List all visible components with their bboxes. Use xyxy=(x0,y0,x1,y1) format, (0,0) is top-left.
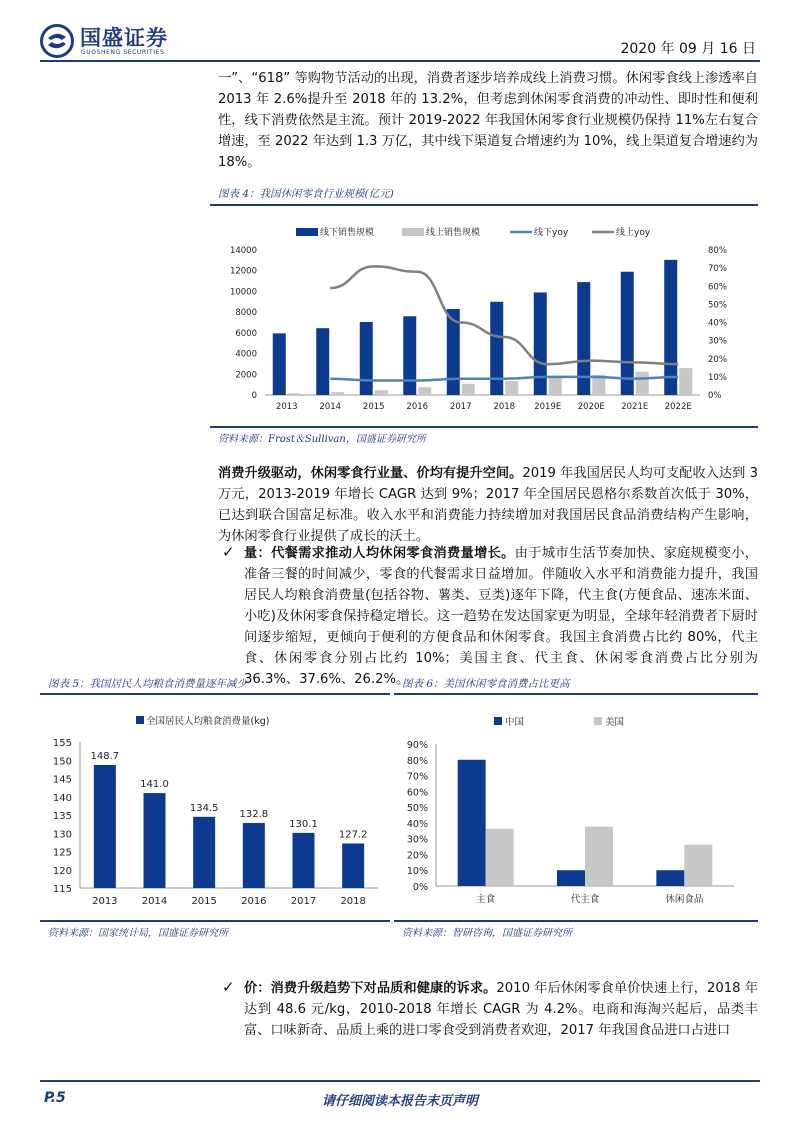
logo-subtitle: GUOSHENG SECURITIES xyxy=(81,49,165,56)
legend-label: 中国 xyxy=(505,717,525,728)
x-tick-label: 2018 xyxy=(340,896,366,907)
legend-label: 线上yoy xyxy=(616,228,651,238)
bar-grain-consumption xyxy=(94,765,116,888)
bar-us xyxy=(486,829,514,886)
fig4-bottom-rule xyxy=(210,426,758,428)
legend-label: 美国 xyxy=(605,717,625,728)
data-label: 130.1 xyxy=(289,818,318,830)
y-tick-label-left: 12000 xyxy=(229,266,257,277)
y-tick-label: 60% xyxy=(406,787,428,799)
bar-us xyxy=(684,845,712,886)
bar-online xyxy=(462,384,475,395)
fig5-top-rule xyxy=(40,693,390,695)
y-tick-label: 80% xyxy=(406,755,428,767)
y-tick-label-left: 10000 xyxy=(229,287,257,298)
y-tick-label: 30% xyxy=(406,834,428,846)
y-tick-label: 125 xyxy=(52,847,72,859)
x-tick-label: 2014 xyxy=(319,402,342,412)
x-tick-label: 2017 xyxy=(290,896,317,907)
y-tick-label-right: 10% xyxy=(708,372,727,383)
y-tick-label-right: 60% xyxy=(708,282,727,293)
fig6-bottom-rule xyxy=(394,920,758,922)
bar-offline xyxy=(534,292,547,395)
x-tick-label: 2014 xyxy=(141,896,168,907)
y-tick-label-right: 0% xyxy=(708,391,722,401)
x-tick-label: 2020E xyxy=(577,402,605,412)
legend-swatch xyxy=(136,716,144,724)
fig6-title: 图表 6：美国休闲零食消费占比更高 xyxy=(402,678,570,690)
legend-label: 线下yoy xyxy=(534,228,569,238)
logo xyxy=(40,22,190,58)
report-date: 2020 年 09 月 16 日 xyxy=(620,41,756,57)
legend-swatch xyxy=(402,228,424,236)
legend-swatch xyxy=(494,717,502,725)
x-tick-label: 2019E xyxy=(534,402,562,412)
bar-us xyxy=(585,827,613,886)
y-tick-label: 10% xyxy=(406,866,428,878)
x-tick-label: 2013 xyxy=(275,402,298,412)
y-tick-label: 120 xyxy=(52,865,72,877)
bar-online xyxy=(549,377,562,395)
y-tick-label: 150 xyxy=(52,756,72,768)
paragraph-lead: 消费升级驱动，休闲零食行业量、价均有提升空间。 xyxy=(218,466,523,481)
fig4-chart xyxy=(210,210,758,424)
x-tick-label: 2021E xyxy=(621,402,649,412)
y-tick-label-right: 30% xyxy=(708,336,727,347)
data-label: 134.5 xyxy=(189,802,219,814)
fig6-chart xyxy=(394,700,758,916)
bar-china xyxy=(656,870,684,886)
bar-online xyxy=(375,390,388,395)
bar-offline xyxy=(621,272,634,395)
bullet-volume xyxy=(244,543,758,690)
fig5-source: 资料来源：国家统计局，国盛证券研究所 xyxy=(48,928,228,939)
fig4-top-rule xyxy=(210,204,758,206)
y-tick-label-right: 20% xyxy=(708,354,727,365)
bullet-price-lead: 价：消费升级趋势下对品质和健康的诉求。 xyxy=(244,981,497,996)
x-tick-label: 2016 xyxy=(406,402,429,412)
bar-online xyxy=(288,393,301,395)
bar-online xyxy=(331,392,344,395)
y-tick-label-left: 2000 xyxy=(235,370,257,381)
y-tick-label-right: 70% xyxy=(708,264,727,275)
bullet-price xyxy=(244,978,758,1041)
y-tick-label-right: 40% xyxy=(708,318,727,329)
y-tick-label: 135 xyxy=(52,811,72,822)
y-tick-label: 130 xyxy=(52,829,72,841)
x-tick-label: 2013 xyxy=(92,896,118,907)
y-tick-label-left: 4000 xyxy=(235,349,257,360)
bar-online xyxy=(679,368,692,395)
y-tick-label-left: 8000 xyxy=(235,308,257,319)
fig4-title: 图表 4：我国休闲零食行业规模(亿元) xyxy=(218,188,394,200)
bar-grain-consumption xyxy=(144,793,166,888)
bar-offline xyxy=(664,260,677,395)
y-tick-label-right: 50% xyxy=(708,300,727,311)
bar-offline xyxy=(273,333,286,395)
x-tick-label: 2015 xyxy=(362,402,385,412)
y-tick-label: 145 xyxy=(52,774,72,786)
x-tick-label: 2015 xyxy=(191,896,217,907)
legend-label: 全国居民人均粮食消费量(kg) xyxy=(146,716,270,727)
legend-swatch xyxy=(296,228,318,236)
y-tick-label-left: 6000 xyxy=(235,328,257,339)
data-label: 127.2 xyxy=(338,829,368,841)
y-tick-label: 40% xyxy=(406,818,428,830)
y-tick-label-right: 80% xyxy=(708,246,727,256)
bullet-price-body: 2010 年后休闲零食单价快速上行，2018 年达到 48.6 元/kg，2010-2018 年增长 CAGR 为 4.2%。电商和海淘兴起后，品类丰富、口味新奇、品质上乘的进口零食受到消费者欢迎，2017 年我国食品进口占进口 xyxy=(244,981,758,1038)
x-tick-label: 2022E xyxy=(664,402,692,412)
intro-paragraph: 一”、“618” 等购物节活动的出现，消费者逐步培养成线上消费习惯。休闲零食线上渗透率自 2013 年 2.6%提升至 2018 年的 13.2%，但考虑到休闲零食消费的冲动性、即时性和便利性，线下消费依然是主流。预计 2019-2022 年我国休闲零食行业规模仍保持 11%左右复合增速，至 2022 年达到 1.3 万亿，其中线下渠道复合增速约为 10%，线上渠道复合增速约为 18%。 xyxy=(218,71,758,170)
legend-swatch xyxy=(594,717,602,725)
fig5-chart xyxy=(40,700,390,916)
y-tick-label: 20% xyxy=(406,850,428,862)
y-tick-label: 90% xyxy=(406,740,428,751)
bar-offline xyxy=(490,302,503,395)
bar-online xyxy=(636,372,649,395)
footer-rule xyxy=(40,1080,760,1082)
bar-grain-consumption xyxy=(342,843,364,888)
x-tick-label: 主食 xyxy=(476,894,496,905)
y-tick-label: 70% xyxy=(406,771,428,783)
data-label: 148.7 xyxy=(90,750,120,762)
fig5-bottom-rule xyxy=(40,920,390,922)
logo-mark-icon xyxy=(40,24,74,58)
y-tick-label: 0% xyxy=(412,882,428,893)
bar-china xyxy=(557,870,585,886)
logo-text: 国盛证券 xyxy=(80,26,168,50)
y-tick-label: 50% xyxy=(406,803,428,815)
fig6-top-rule xyxy=(394,693,758,695)
x-tick-label: 2018 xyxy=(493,402,516,412)
bar-grain-consumption xyxy=(193,817,215,888)
x-tick-label: 2016 xyxy=(241,896,267,907)
bar-online xyxy=(505,381,518,395)
checkmark-icon: ✓ xyxy=(222,978,235,996)
y-tick-label-left: 14000 xyxy=(229,246,257,256)
paragraph-consumption-upgrade xyxy=(218,463,758,547)
page-number: P.5 xyxy=(44,1090,66,1106)
bar-china xyxy=(458,760,486,886)
y-tick-label: 115 xyxy=(52,884,72,895)
y-tick-label: 155 xyxy=(52,738,72,749)
y-tick-label: 140 xyxy=(52,792,72,804)
data-label: 141.0 xyxy=(140,779,169,791)
data-label: 132.8 xyxy=(239,809,269,821)
x-tick-label: 代主食 xyxy=(570,894,600,905)
bullet-volume-body: 由于城市生活节奏加快、家庭规模变小，准备三餐的时间减少，零食的代餐需求日益增加。伴随收入水平和消费能力提升，我国居民人均粮食消费量(包括谷物、薯类、豆类)逐年下降，代主食(方便食品、速冻米面、小吃)及休闲零食保持稳定增长。这一趋势在发达国家更为明显，全球年轻消费者下厨时间逐步缩短，更倾向于便利的方便食品和休闲零食。我国主食消费占比约 80%，代主食、休闲零食分别占比约 10%；美国主食、代主食、休闲零食消费占比分别为 36.3%、37.6%、26.2%。 xyxy=(244,546,759,687)
legend-label: 线下销售规模 xyxy=(320,228,375,238)
bullet-volume-lead: 量：代餐需求推动人均休闲零食消费量增长。 xyxy=(244,546,515,561)
paragraph-body: 2019 年我国居民人均可支配收入达到 3 万元，2013-2019 年增长 CAGR 达到 9%；2017 年全国居民恩格尔系数首次低于 30%，已达到联合国富足标准。收入水平和消费能力持续增加对我国居民食品消费结构产生影响，为休闲零食行业提供了成长的沃土。 xyxy=(218,466,758,544)
x-tick-label: 2017 xyxy=(449,402,472,412)
legend-label: 线上销售规模 xyxy=(426,228,481,238)
checkmark-icon: ✓ xyxy=(222,543,235,561)
bar-offline xyxy=(360,322,373,395)
bar-online xyxy=(418,387,431,395)
y-tick-label-left: 0 xyxy=(251,391,257,401)
footer-disclaimer: 请仔细阅读本报告末页声明 xyxy=(321,1094,478,1109)
bar-offline xyxy=(316,328,329,395)
fig5-title: 图表 5：我国居民人均粮食消费量逐年减少 xyxy=(48,678,248,690)
fig6-source: 资料来源：智研咨询，国盛证券研究所 xyxy=(402,928,572,939)
bar-offline xyxy=(403,316,416,395)
bar-grain-consumption xyxy=(293,833,315,888)
bar-grain-consumption xyxy=(243,823,265,888)
fig4-source: 资料来源：Frost＆Sullivan，国盛证券研究所 xyxy=(218,434,426,445)
header-rule xyxy=(40,60,760,62)
x-tick-label: 休闲食品 xyxy=(665,894,704,905)
